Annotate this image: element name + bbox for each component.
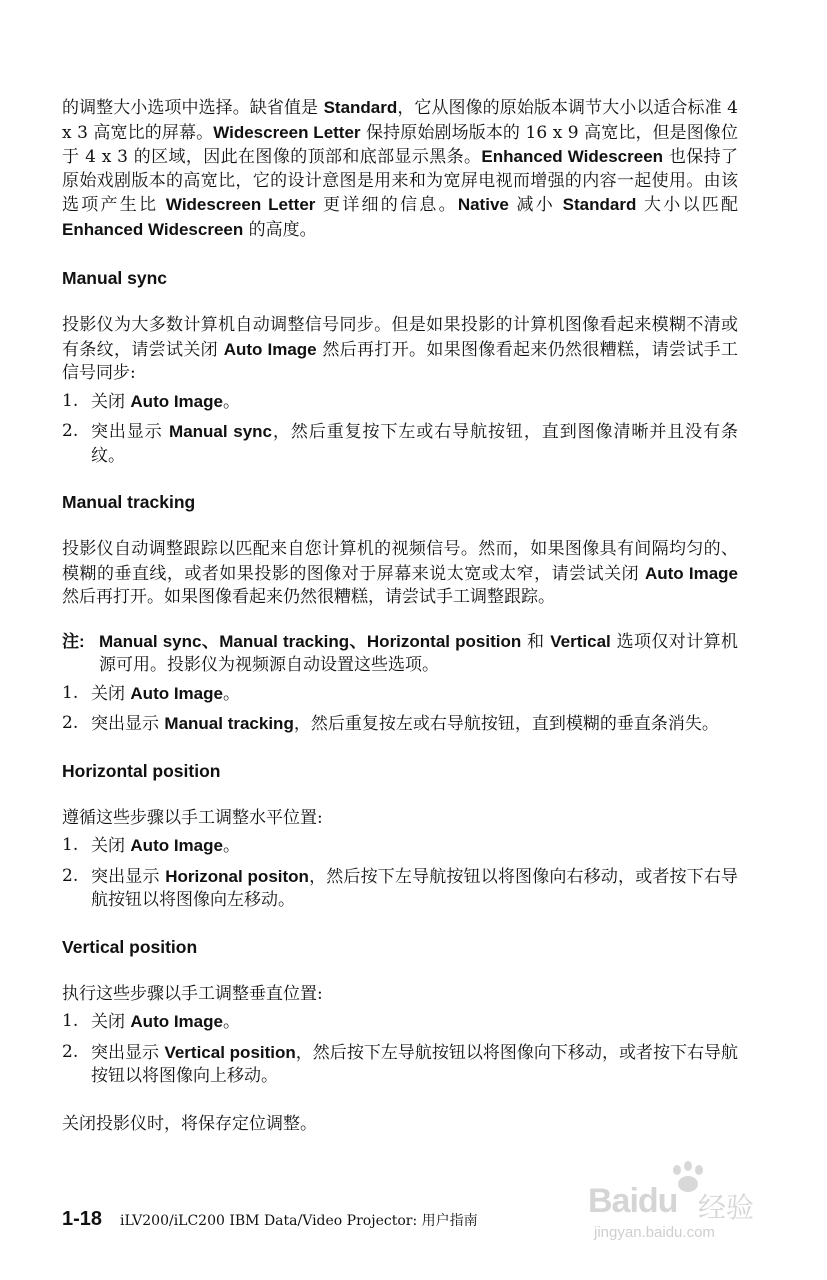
note-term-4: Vertical xyxy=(550,631,611,651)
section-manual-sync xyxy=(62,266,738,468)
step-number: 2. xyxy=(62,713,79,733)
step-number: 1. xyxy=(62,1011,79,1031)
intro-term-widescreen-letter-2: Widescreen Letter xyxy=(165,195,316,214)
step-text: 关闭 xyxy=(91,391,131,412)
note-text: 选项仅对计算机源可用。投影仪为视频源自动设置这些选项。 xyxy=(99,631,739,675)
step-term: Manual sync xyxy=(169,422,272,441)
baidu-watermark xyxy=(588,1160,788,1250)
note-label: 注: xyxy=(62,631,85,651)
step-text: 关闭 xyxy=(91,836,131,856)
step-term: Horizonal positon xyxy=(165,866,309,886)
heading-manual-tracking: Manual tracking xyxy=(62,492,196,512)
step-number: 2. xyxy=(62,1041,79,1062)
step-number: 1. xyxy=(62,682,79,703)
step-text: 突出显示 xyxy=(91,866,166,887)
heading-vertical-position: Vertical position xyxy=(62,936,198,957)
vertical-position-steps xyxy=(62,1010,738,1089)
manual-sync-text-1: 投影仪为大多数计算机自动调整信号同步。但是如果投影的计算机图像看起来模糊不清或有条纹，请尝试关闭 xyxy=(62,315,738,360)
note-term-1: Manual sync xyxy=(99,631,202,651)
section-manual-tracking xyxy=(62,490,738,737)
note-and: 和 xyxy=(521,631,551,652)
step-number: 1. xyxy=(62,835,79,855)
step-end: ，然后重复按下左或右导航按钮，直到图像清晰并且没有条纹。 xyxy=(91,422,739,466)
intro-term-enhanced-widescreen: Enhanced Widescreen xyxy=(481,147,664,166)
section-horizontal-position xyxy=(62,759,738,913)
list-item xyxy=(62,420,738,468)
step-term: Auto Image xyxy=(130,683,223,703)
list-item xyxy=(62,865,738,913)
note-term-3: Horizontal position xyxy=(366,631,522,651)
manual-sync-text-2: 然后再打开。如果图像看起来仍然很糟糕，请尝试手工信号同步: xyxy=(62,339,739,383)
step-number: 2. xyxy=(62,865,79,886)
heading-manual-sync: Manual sync xyxy=(62,268,168,288)
manual-tracking-text-2: 然后再打开。如果图像看起来仍然很糟糕，请尝试手工调整跟踪。 xyxy=(62,587,555,607)
manual-sync-steps xyxy=(62,390,738,469)
horizontal-position-paragraph: 遵循这些步骤以手工调整水平位置: xyxy=(62,807,323,828)
intro-term-native: Native xyxy=(457,195,509,214)
intro-term-standard: Standard xyxy=(323,98,398,117)
intro-text-6: 减小 xyxy=(508,195,563,215)
manual-tracking-text-1: 投影仪自动调整跟踪以匹配来自您计算机的视频信号。然而，如果图像具有间隔均匀的、模糊的垂直线，或者如果投影的图像对于屏幕来说太宽或太窄，请尝试关闭 xyxy=(62,539,738,584)
watermark-cn: 经验 xyxy=(698,1191,755,1224)
note-sep-1: 、 xyxy=(201,631,220,651)
intro-paragraph xyxy=(62,96,738,242)
step-text: 关闭 xyxy=(91,683,131,704)
intro-text-8: 的高度。 xyxy=(243,219,317,240)
step-text: 突出显示 xyxy=(91,1042,165,1063)
watermark-url: jingyan.baidu.com xyxy=(594,1224,715,1241)
intro-text-7: 大小以匹配 xyxy=(636,195,739,215)
manual-tracking-paragraph xyxy=(62,538,738,610)
note-sep-2: 、 xyxy=(349,631,367,651)
manual-sync-paragraph xyxy=(62,314,738,386)
intro-term-standard-2: Standard xyxy=(562,195,637,214)
step-end: 。 xyxy=(222,683,240,704)
watermark-brand: Baidu xyxy=(588,1182,678,1220)
step-term: Auto Image xyxy=(130,836,223,855)
step-text: 关闭 xyxy=(91,1012,131,1032)
note-term-2: Manual tracking xyxy=(219,631,350,651)
list-item xyxy=(62,712,738,737)
document-page xyxy=(62,96,738,1136)
list-item xyxy=(62,1041,738,1089)
step-text: 突出显示 xyxy=(91,422,170,442)
intro-text-2: ，它从图像的原始版本调节大小以适合标准 4 x 3 高宽比的屏幕。 xyxy=(62,98,738,143)
step-number: 2. xyxy=(62,421,79,441)
step-end: ，然后按下左导航按钮以将图像向下移动，或者按下右导航按钮以将图像向上移动。 xyxy=(91,1042,739,1086)
step-text: 突出显示 xyxy=(91,714,165,734)
section-vertical-position xyxy=(62,935,738,1089)
intro-text-4: 也保持了原始戏剧版本的高宽比，它的设计意图是用来和为宽屏电视而增强的内容一起使用。由该选项产生比 xyxy=(62,147,738,215)
step-term: Auto Image xyxy=(130,1012,223,1031)
intro-text-3: 保持原始剧场版本的 16 x 9 高宽比，但是图像位于 4 x 3 的区域，因此在图像的顶部和底部显示黑条。 xyxy=(62,122,738,167)
page-number: 1-18 xyxy=(62,1208,103,1230)
horizontal-position-steps xyxy=(62,834,738,913)
intro-term-enhanced-widescreen-2: Enhanced Widescreen xyxy=(62,219,244,239)
closing-paragraph: 关闭投影仪时，将保存定位调整。 xyxy=(62,1113,317,1134)
heading-horizontal-position: Horizontal position xyxy=(62,760,221,781)
note-block xyxy=(62,630,738,678)
vertical-position-paragraph: 执行这些步骤以手工调整垂直位置: xyxy=(62,983,323,1004)
manual-sync-term: Auto Image xyxy=(223,339,317,359)
step-term: Auto Image xyxy=(130,391,223,411)
step-end: 。 xyxy=(222,1012,240,1032)
intro-text-1: 的调整大小选项中选择。缺省值是 xyxy=(62,98,324,118)
list-item xyxy=(62,390,738,415)
footer-title: iLV200/iLC200 IBM Data/Video Projector: 用户指南 xyxy=(120,1213,478,1229)
manual-tracking-steps xyxy=(62,682,738,737)
page-footer xyxy=(62,1208,478,1231)
intro-term-widescreen-letter: Widescreen Letter xyxy=(213,122,361,142)
step-term: Vertical position xyxy=(164,1042,296,1062)
list-item xyxy=(62,1010,738,1035)
step-end: ，然后按下左导航按钮以将图像向右移动，或者按下右导航按钮以将图像向左移动。 xyxy=(91,866,739,910)
intro-text-5: 更详细的信息。 xyxy=(315,195,458,215)
manual-tracking-term: Auto Image xyxy=(644,563,739,583)
step-end: 。 xyxy=(222,836,240,856)
step-term: Manual tracking xyxy=(164,714,294,733)
list-item xyxy=(62,682,738,707)
step-end: ，然后重复按左或右导航按钮，直到模糊的垂直条消失。 xyxy=(293,714,719,734)
step-end: 。 xyxy=(222,391,240,412)
list-item xyxy=(62,834,738,859)
step-number: 1. xyxy=(62,390,79,411)
